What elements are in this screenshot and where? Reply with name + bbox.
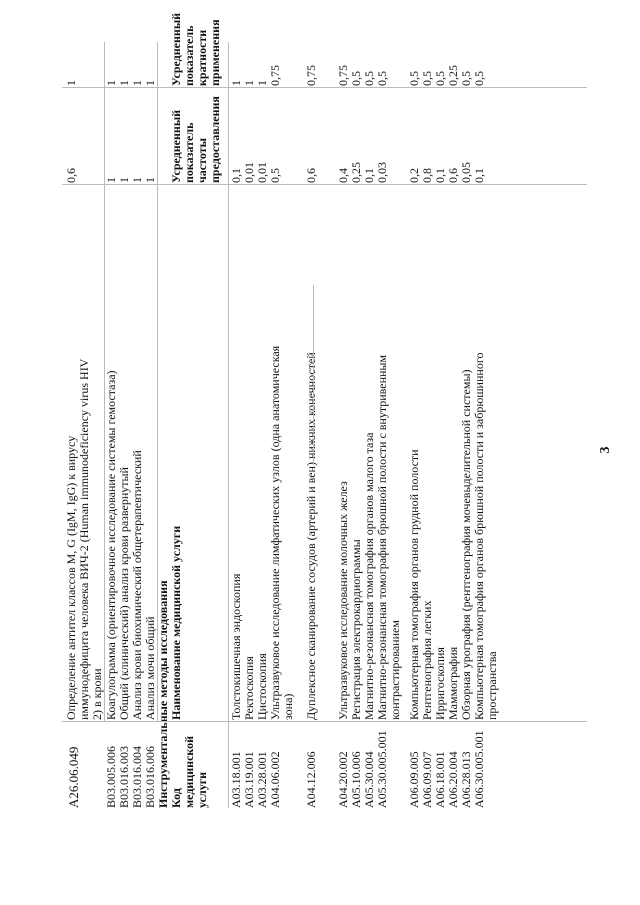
multiplicity-value: 0,5 [362,71,376,86]
service-name: Ирригоскопия [433,647,447,720]
table-divider [157,42,158,722]
service-code: A04.06.002 [268,751,282,808]
service-code: A03.18.001 [229,751,243,808]
service-code: B03.005.006 [104,745,118,808]
table-row [65,38,105,808]
table-divider [313,285,314,465]
service-code: A06.28.013 [459,751,473,808]
multiplicity-value: 0,5 [433,71,447,86]
multiplicity-value: 1 [255,80,269,86]
frequency-value: 0,01 [255,162,269,183]
frequency-value: 0,1 [433,168,447,183]
instrumental-table [230,38,505,808]
service-code: A03.28.001 [255,751,269,808]
header-code: Код медицинской услуги [169,735,209,808]
table-row [305,38,337,808]
multiplicity-value: 0,75 [336,65,350,86]
table-divider [228,42,229,808]
service-code: B03.016.006 [143,745,157,808]
service-name: Рентгенография легких [420,600,434,720]
service-code: A04.20.002 [336,751,350,808]
service-code: A06.09.007 [420,751,434,808]
frequency-value: 0,6 [64,168,78,183]
service-code: B03.016.004 [130,745,144,808]
service-code: A26.06.049 [66,746,81,808]
service-code: A05.10.006 [349,751,363,808]
multiplicity-value: 0,5 [420,71,434,86]
header-frequency: Усредненный показатель частоты предоставления [169,96,222,183]
frequency-value: 0,8 [420,168,434,183]
frequency-value: 1 [117,177,131,183]
service-name: Определение антител классов M, G (IgM, IgG) к вирусу иммунодефицита человека ВИЧ-2 (Human immunodeficiency virus HIV 2) в крови [64,358,104,720]
section-title: Инструментальные методы исследования [156,580,170,808]
service-name: Магнитно-резонансная томография органов малого таза [362,432,376,720]
table-divider [62,184,587,185]
frequency-value: 0,03 [375,162,389,183]
service-name: Ректоскопия [242,656,256,720]
table-divider [104,42,105,722]
service-name: Компьютерная томография органов брюшной полости и забрюшинного пространства [472,352,499,720]
multiplicity-value: 0,5 [459,71,473,86]
multiplicity-value: 1 [229,80,243,86]
service-code: A04.12.006 [304,751,318,808]
frequency-value: 0,6 [304,168,318,183]
frequency-value: 1 [104,177,118,183]
multiplicity-value: 0,5 [407,71,421,86]
frequency-value: 0,05 [459,162,473,183]
table-row [269,38,305,808]
service-code: A06.30.005.001 [472,730,486,808]
multiplicity-value: 1 [143,80,157,86]
service-name: Анализ крови биохимический общетерапевтический [130,450,144,720]
service-name: Компьютерная томография органов грудной полости [407,449,421,720]
service-name: Дуплексное сканирование сосудов (артерий и вен) нижних конечностей [304,352,318,720]
frequency-value: 1 [143,177,157,183]
multiplicity-value: 1 [130,80,144,86]
service-code: A06.20.004 [446,751,460,808]
service-code: A06.09.005 [407,751,421,808]
service-name: Ультразвуковое исследование лимфатических узлов (одна анатомическая зона) [268,345,295,720]
table-header [169,12,226,808]
service-code: A06.18.001 [433,751,447,808]
frequency-value: 0,25 [349,162,363,183]
frequency-value: 0,1 [229,168,243,183]
table-row [473,38,505,808]
header-multiplicity: Усредненный показатель кратности применения [169,12,222,86]
service-name: Общий (клинический) анализ крови развернутый [117,467,131,720]
multiplicity-value: 0,25 [446,65,460,86]
frequency-value: 0,4 [336,168,350,183]
multiplicity-value: 0,5 [349,71,363,86]
frequency-value: 0,1 [472,168,486,183]
service-name: Анализ мочи общий [143,616,157,720]
service-name: Магнитно-резонансная томография брюшной полости с внутривенным контрастированием [375,354,402,720]
service-name: Толстокишечная эндоскопия [229,573,243,720]
service-name: Обзорная урография (рентгенография мочевыделительной системы) [459,369,473,720]
service-name: Регистрация электрокардиограммы [349,539,363,720]
table-divider [62,721,587,722]
multiplicity-value: 1 [104,80,118,86]
frequency-value: 0,5 [268,168,282,183]
frequency-value: 0,1 [362,168,376,183]
frequency-value: 1 [130,177,144,183]
service-name: Цистоскопия [255,653,269,720]
multiplicity-value: 1 [64,80,78,86]
service-name: Коагулограмма (ориентировочное исследование системы гемостаза) [104,370,118,720]
table-row [376,38,408,808]
frequency-value: 0,2 [407,168,421,183]
multiplicity-value: 0,75 [304,65,318,86]
multiplicity-value: 0,5 [472,71,486,86]
multiplicity-value: 1 [117,80,131,86]
service-code: B03.016.003 [117,745,131,808]
service-code: A03.19.001 [242,751,256,808]
multiplicity-value: 0,5 [375,71,389,86]
frequency-value: 0,01 [242,162,256,183]
service-code: A05.30.004 [362,751,376,808]
page-number: 3 [598,446,613,454]
service-name: Ультразвуковое исследование молочных желез [336,481,350,720]
lab-tests-table [65,38,157,808]
service-name: Маммография [446,646,460,720]
header-name: Наименование медицинской услуги [169,525,183,720]
frequency-value: 0,6 [446,168,460,183]
multiplicity-value: 0,75 [268,65,282,86]
service-code: A05.30.005.001 [375,730,389,808]
table-divider [62,87,587,88]
multiplicity-value: 1 [242,80,256,86]
